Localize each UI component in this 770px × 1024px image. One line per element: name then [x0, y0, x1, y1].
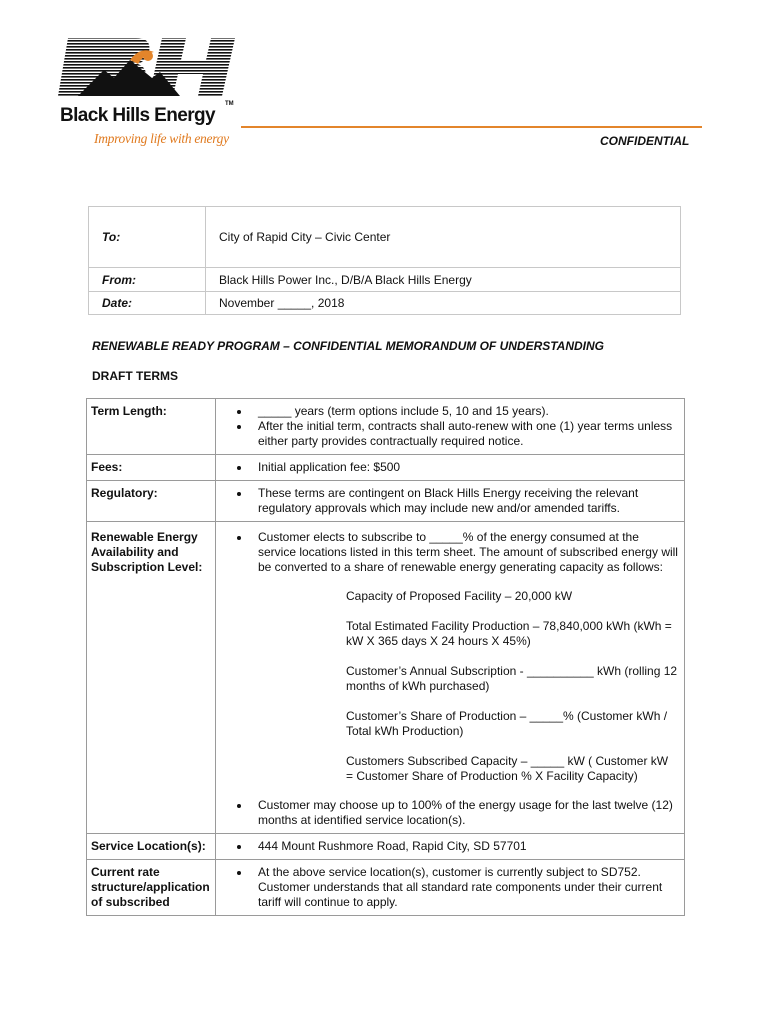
regulatory-list	[216, 486, 678, 516]
memo-from-row	[89, 268, 681, 292]
date-value: November _____, 2018	[206, 292, 681, 315]
to-value: City of Rapid City – Civic Center	[206, 207, 681, 268]
list-item: Customer elects to subscribe to _____% of the energy consumed at the service locations listed in this term sheet. The amount of subscribed energy will be converted to a share of renewable energy generating capacity as follows: Capacity of Proposed Facility – 20,000 kW Total Estimated Facility Production – 78,840,000 kWh (kWh = kW X 365 days X 24 hours X 45%) Customer’s Annual Subscription - __________ kWh (rolling 12 months of kWh purchased) Customer’s Share of Production – _____% (Customer kWh / Total kWh Production) Customers Subscribed Capacity – _____ kW ( Customer kW = Customer Share of Production % X Facility Capacity)	[216, 530, 678, 784]
memo-to-row	[89, 207, 681, 268]
fees-list	[216, 460, 678, 475]
regulatory-row	[87, 481, 685, 522]
trademark-mark: TM	[225, 101, 234, 107]
memo-date-row	[89, 292, 681, 315]
service-location-list	[216, 839, 678, 854]
bullet-icon	[237, 425, 241, 429]
service-location-label: Service Location(s):	[87, 834, 216, 860]
list-item: 444 Mount Rushmore Road, Rapid City, SD 57701	[216, 839, 678, 854]
from-value: Black Hills Power Inc., D/B/A Black Hills Energy	[206, 268, 681, 292]
renewable-list	[216, 530, 678, 828]
to-label: To:	[89, 207, 206, 268]
logo-tagline: Improving life with energy	[94, 131, 229, 146]
capacity-line: Capacity of Proposed Facility – 20,000 kW	[346, 589, 573, 603]
regulatory-label: Regulatory:	[87, 481, 216, 522]
bh-monogram-icon	[56, 34, 246, 106]
term-length-list	[216, 404, 678, 449]
annual-subscription-line: Customer’s Annual Subscription - __________ kWh (rolling 12 months of kWh purchased)	[346, 664, 678, 693]
list-item: At the above service location(s), customer is currently subject to SD752. Customer understands that all standard rate components under their current tariff will continue to apply.	[216, 865, 678, 910]
company-logo	[56, 34, 246, 154]
memo-header-table	[88, 206, 681, 315]
bullet-icon	[237, 536, 241, 540]
bullet-icon	[237, 466, 241, 470]
confidential-label: CONFIDENTIAL	[600, 134, 690, 148]
header-rule	[241, 126, 702, 128]
term-length-label: Term Length:	[87, 399, 216, 455]
subscribed-capacity-line: Customers Subscribed Capacity – _____ kW ( Customer kW = Customer Share of Production % X Facility Capacity)	[346, 754, 669, 783]
current-rate-label: Current rate structure/application of subscribed	[87, 860, 216, 916]
list-item: After the initial term, contracts shall auto-renew with one (1) year terms unless either party provides contractually required notice.	[216, 419, 678, 449]
list-item: These terms are contingent on Black Hills Energy receiving the relevant regulatory approvals which may include new and/or amended tariffs.	[216, 486, 678, 516]
bullet-icon	[237, 845, 241, 849]
terms-table	[86, 398, 685, 916]
capacity-calculation	[346, 589, 678, 784]
current-rate-row	[87, 860, 685, 916]
bullet-icon	[237, 871, 241, 875]
bullet-icon	[237, 410, 241, 414]
term-length-row	[87, 399, 685, 455]
fees-label: Fees:	[87, 455, 216, 481]
share-line: Customer’s Share of Production – _____% (Customer kWh / Total kWh Production)	[346, 709, 668, 738]
from-label: From:	[89, 268, 206, 292]
date-label: Date:	[89, 292, 206, 315]
list-item: Initial application fee: $500	[216, 460, 678, 475]
fees-row	[87, 455, 685, 481]
current-rate-list	[216, 865, 678, 910]
draft-terms-heading: DRAFT TERMS	[92, 369, 178, 383]
production-line: Total Estimated Facility Production – 78,840,000 kWh (kWh = kW X 365 days X 24 hours X 45%)	[346, 619, 672, 648]
document-title: RENEWABLE READY PROGRAM – CONFIDENTIAL MEMORANDUM OF UNDERSTANDING	[92, 339, 605, 353]
service-location-row	[87, 834, 685, 860]
renewable-label: Renewable Energy Availability and Subscription Level:	[87, 522, 216, 834]
list-item: _____ years (term options include 5, 10 and 15 years).	[216, 404, 678, 419]
bullet-icon	[237, 492, 241, 496]
logo-wordmark: Black Hills Energy	[60, 105, 215, 126]
list-item: Customer may choose up to 100% of the energy usage for the last twelve (12) months at identified service location(s).	[216, 798, 678, 828]
renewable-row	[87, 522, 685, 834]
bullet-icon	[237, 804, 241, 808]
